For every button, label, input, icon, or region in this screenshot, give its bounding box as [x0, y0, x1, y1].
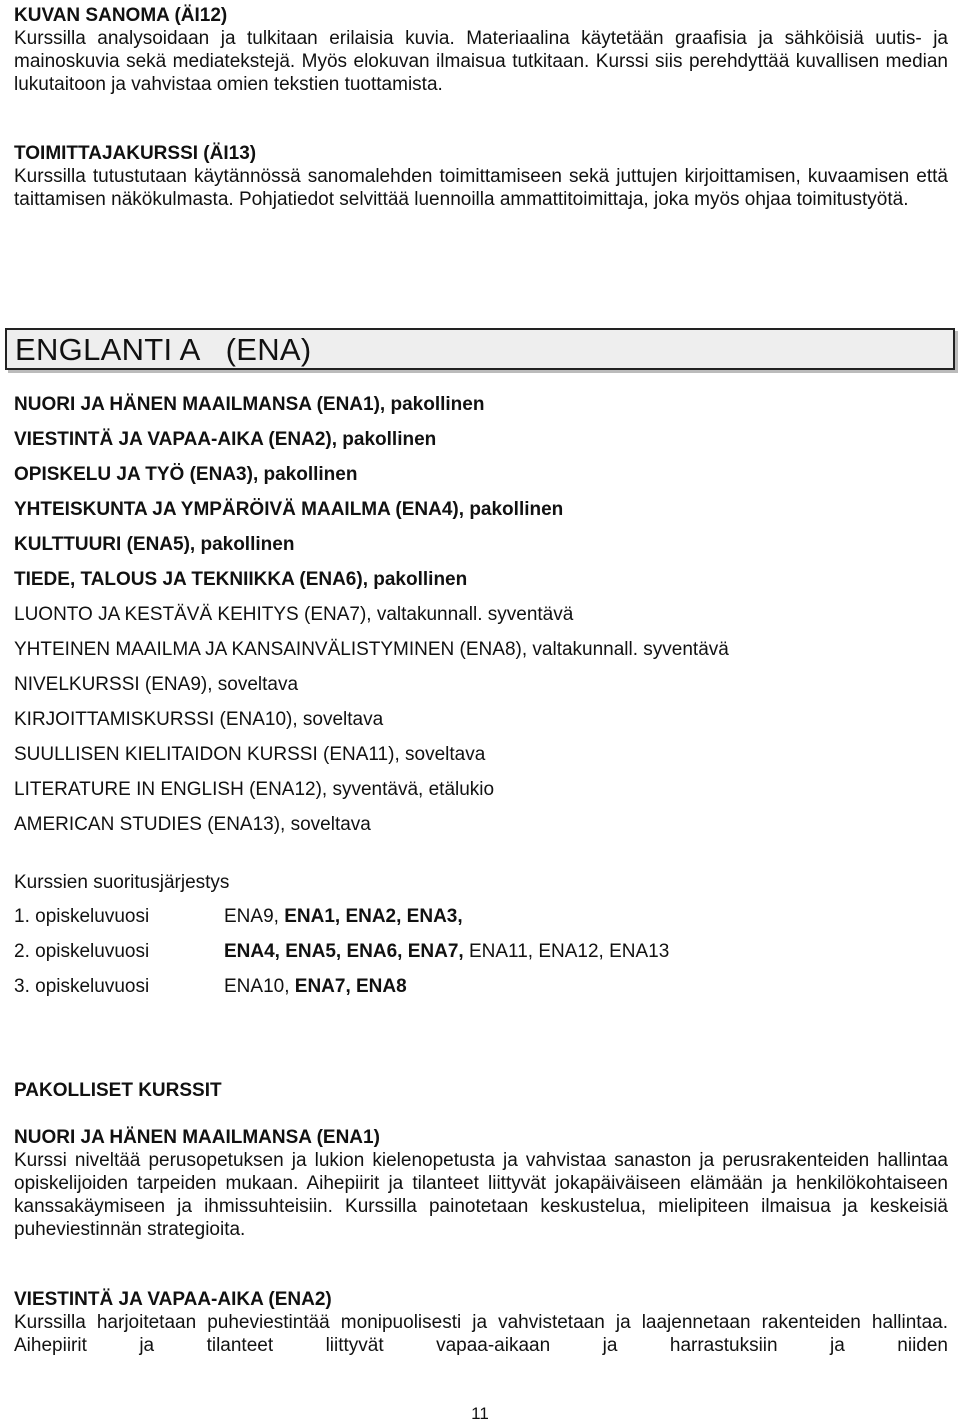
order-year-courses [224, 975, 407, 998]
course-item: VIESTINTÄ JA VAPAA-AIKA (ENA2), pakollinen [14, 429, 437, 450]
section-title: KUVAN SANOMA (ÄI12) [14, 5, 228, 26]
section-title: NUORI JA HÄNEN MAAILMANSA (ENA1) [14, 1127, 380, 1148]
order-year-courses [224, 940, 669, 963]
section-text: Kurssilla analysoidaan ja tulkitaan erilaisia kuvia. Materiaalina käytetään graafisia ja sähköisiä uutis- ja mainoskuvia sekä mediatekstejä. Myös elokuvan ilmaisua tutkitaan. Kurssi siis perehdyttää kuvallisen median lukutaitoon ja vahvistaa omien tekstien tuottamista. [14, 28, 948, 95]
page-number: 11 [471, 1404, 489, 1423]
subject-banner [5, 328, 955, 370]
course-item: KIRJOITTAMISKURSSI (ENA10), soveltava [14, 709, 384, 730]
course-item: KULTTUURI (ENA5), pakollinen [14, 534, 295, 555]
order-year-label: 3. opiskeluvuosi [14, 976, 150, 997]
order-year-label: 1. opiskeluvuosi [14, 906, 150, 927]
course-item: AMERICAN STUDIES (ENA13), soveltava [14, 814, 371, 835]
order-heading: Kurssien suoritusjärjestys [14, 872, 230, 893]
order-bold: ENA1, ENA2, ENA3, [284, 906, 463, 927]
course-item: LITERATURE IN ENGLISH (ENA12), syventävä, etälukio [14, 779, 495, 800]
section-text: Kurssilla tutustutaan käytännössä sanomalehden toimittamiseen sekä juttujen kirjoittamisen, kuvaamisen että taittamisen näkökulmasta. Pohjatiedot selvittää luennoilla ammattitoimittaja, joka myös ohjaa toimitustyötä. [14, 166, 948, 210]
course-item: YHTEISKUNTA JA YMPÄRÖIVÄ MAAILMA (ENA4), pakollinen [14, 499, 564, 520]
course-item: SUULLISEN KIELITAIDON KURSSI (ENA11), soveltava [14, 744, 486, 765]
course-item: YHTEINEN MAAILMA JA KANSAINVÄLISTYMINEN (ENA8), valtakunnall. syventävä [14, 639, 729, 660]
mandatory-heading: PAKOLLISET KURSSIT [14, 1080, 222, 1101]
order-bold: ENA4, ENA5, ENA6, ENA7, [224, 941, 464, 962]
banner-title: ENGLANTI A (ENA) [15, 332, 312, 367]
order-year-label: 2. opiskeluvuosi [14, 941, 150, 962]
order-plain: ENA10, [224, 976, 295, 997]
course-item: TIEDE, TALOUS JA TEKNIIKKA (ENA6), pakollinen [14, 569, 468, 590]
section-text: Kurssi niveltää perusopetuksen ja lukion kielenopetusta ja vahvistaa sanaston ja perusrakenteiden hallintaa opiskelijoiden tarpeiden mukaan. Aihepiirit ja tilanteet liittyvät jokapäiväiseen elämään ja henkilökohtaiseen kanssakäymiseen ja ihmissuhteisiin. Kurssilla painotetaan keskustelua, mielipiteen ilmaisua ja keskeisiä puheviestinnän strategioita. [14, 1150, 948, 1240]
course-item: NUORI JA HÄNEN MAAILMANSA (ENA1), pakollinen [14, 394, 485, 415]
section-title: VIESTINTÄ JA VAPAA-AIKA (ENA2) [14, 1289, 332, 1310]
section-text: Kurssilla harjoitetaan puheviestintää monipuolisesti ja vahvistetaan ja laajennetaan rakenteiden hallintaa. Aihepiirit ja tilanteet liittyvät vapaa-aikaan ja harrastuksiin ja niiden [14, 1312, 948, 1356]
order-plain: ENA9, [224, 906, 285, 927]
section-title: TOIMITTAJAKURSSI (ÄI13) [14, 143, 257, 164]
course-item: OPISKELU JA TYÖ (ENA3), pakollinen [14, 464, 358, 485]
section-ena1 [14, 1126, 948, 1241]
order-plain: ENA11, ENA12, ENA13 [463, 941, 670, 962]
section-ai13 [14, 142, 948, 211]
order-year-courses [224, 905, 463, 928]
section-ai12 [14, 4, 948, 96]
course-item: LUONTO JA KESTÄVÄ KEHITYS (ENA7), valtakunnall. syventävä [14, 604, 574, 625]
section-ena2 [14, 1288, 948, 1357]
course-item: NIVELKURSSI (ENA9), soveltava [14, 674, 299, 695]
order-bold: ENA7, ENA8 [294, 976, 407, 997]
